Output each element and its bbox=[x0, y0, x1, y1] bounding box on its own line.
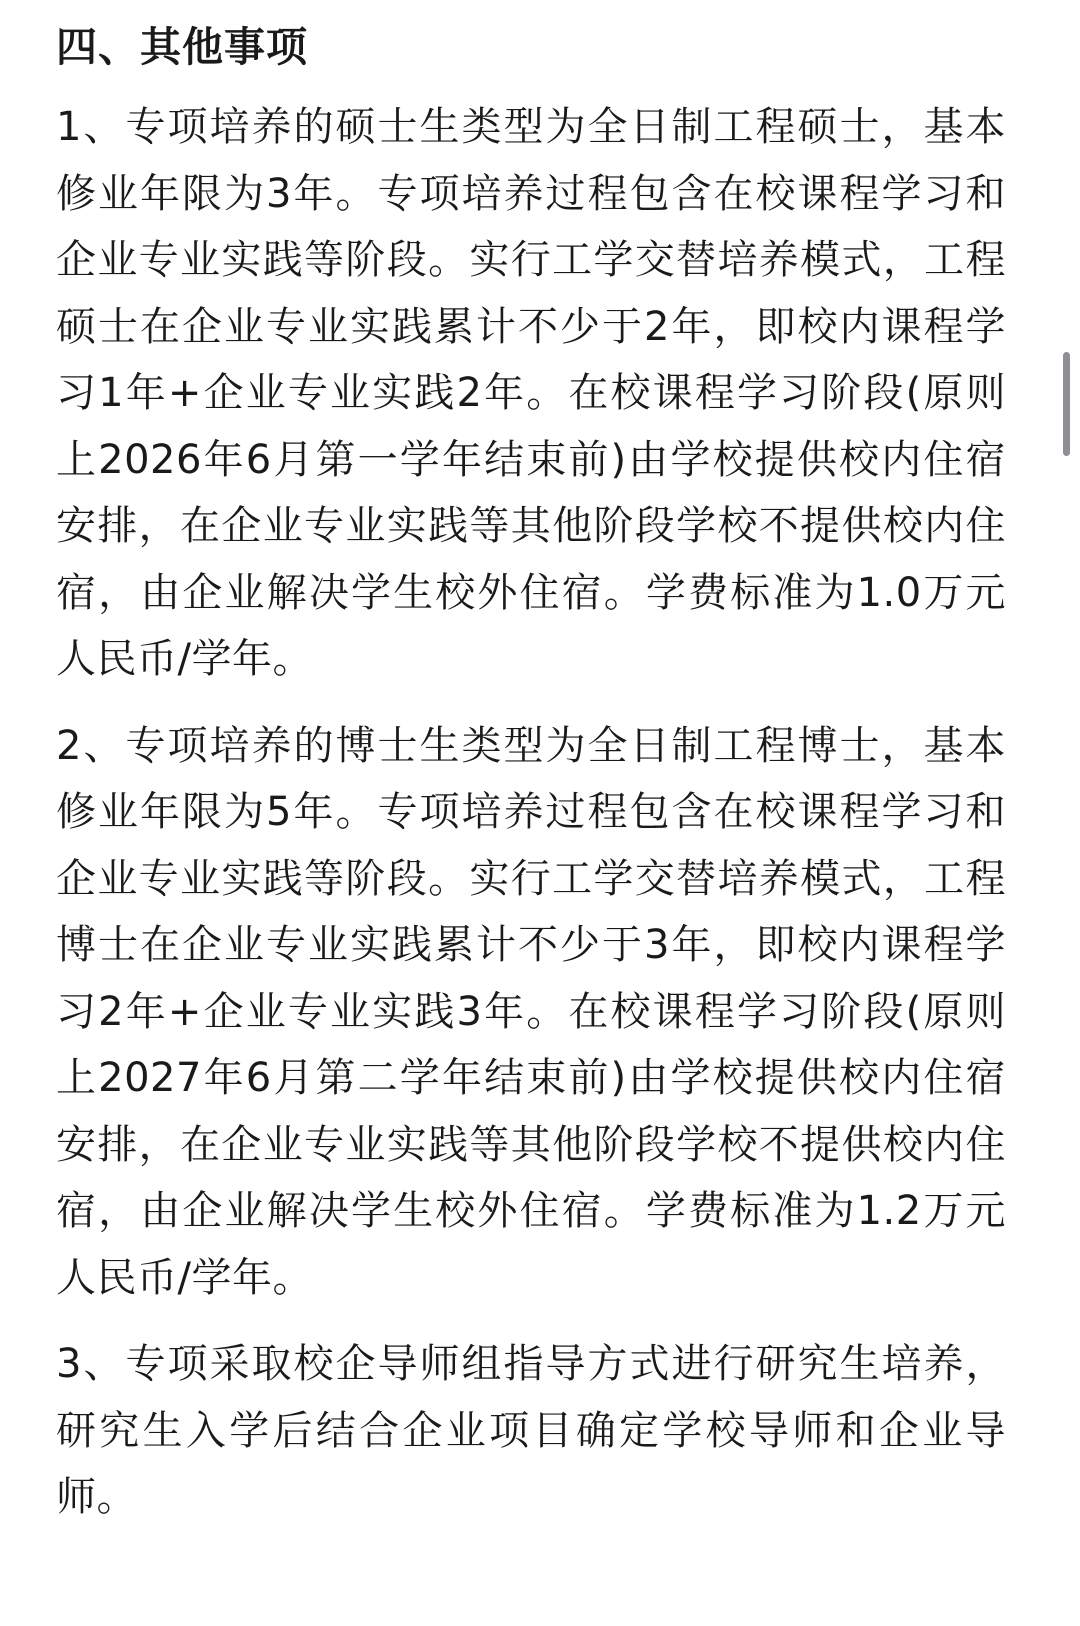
vertical-scrollbar[interactable] bbox=[1062, 0, 1072, 1626]
paragraph-1-master-program: 1、专项培养的硕士生类型为全日制工程硕士，基本修业年限为3年。专项培养过程包含在校课程学习和企业专业实践等阶段。实行工学交替培养模式，工程硕士在企业专业实践累计不少于2年，即校内课程学习1年+企业专业实践2年。在校课程学习阶段(原则上2026年6月第一学年结束前)由学校提供校内住宿安排，在企业专业实践等其他阶段学校不提供校内住宿，由企业解决学生校外住宿。学费标准为1.0万元人民币/学年。 bbox=[56, 104, 1006, 682]
paragraph-2-doctoral-program: 2、专项培养的博士生类型为全日制工程博士，基本修业年限为5年。专项培养过程包含在校课程学习和企业专业实践等阶段。实行工学交替培养模式，工程博士在企业专业实践累计不少于3年，即校内课程学习2年+企业专业实践3年。在校课程学习阶段(原则上2027年6月第二学年结束前)由学校提供校内住宿安排，在企业专业实践等其他阶段学校不提供校内住宿，由企业解决学生校外住宿。学费标准为1.2万元人民币/学年。 bbox=[56, 722, 1006, 1301]
section-title: 四、其他事项 bbox=[56, 23, 308, 71]
document-content bbox=[56, 18, 1006, 1531]
paragraph-3-supervisor-arrangement: 3、专项采取校企导师组指导方式进行研究生培养，研究生入学后结合企业项目确定学校导师和企业导师。 bbox=[56, 1341, 1006, 1520]
scrollbar-thumb[interactable] bbox=[1063, 352, 1070, 456]
